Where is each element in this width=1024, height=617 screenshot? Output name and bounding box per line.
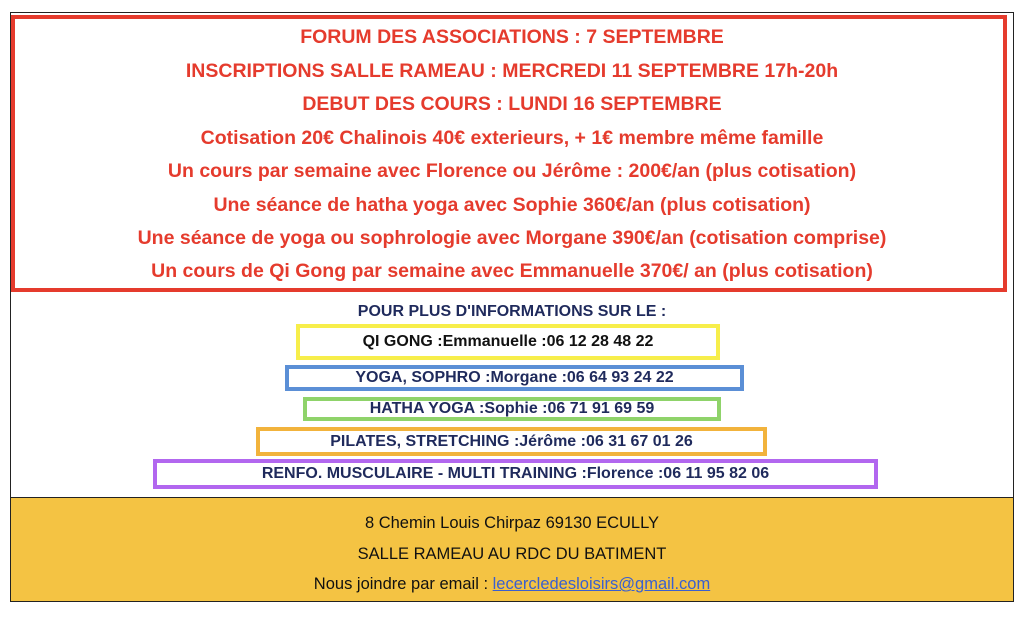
- contact-activity: YOGA, SOPHRO :: [355, 369, 491, 386]
- contact-renfo: [153, 459, 878, 489]
- contact-person: Florence :: [586, 465, 664, 482]
- contact-activity: RENFO. MUSCULAIRE - MULTI TRAINING :: [261, 465, 587, 482]
- info-header: POUR PLUS D'INFORMATIONS SUR LE :: [357, 303, 667, 320]
- contact-person: Emmanuelle :: [442, 333, 547, 350]
- contact-activity: HATHA YOGA :: [369, 400, 485, 417]
- contact-person: Jérôme :: [519, 432, 586, 450]
- contact-pilates: [256, 427, 767, 456]
- announcement-box: [11, 15, 1007, 292]
- registration-info: INSCRIPTIONS SALLE RAMEAU : MERCREDI 11 SEPTEMBRE 17h-20h: [185, 60, 839, 82]
- email-prefix: Nous joindre par email :: [313, 575, 493, 593]
- contact-qi-gong: [296, 324, 720, 360]
- contact-phone[interactable]: 06 11 95 82 06: [663, 465, 770, 482]
- contact-hatha-yoga: [303, 397, 721, 421]
- contact-phone[interactable]: 06 31 67 01 26: [585, 432, 693, 450]
- contact-person: Sophie :: [484, 400, 548, 417]
- contact-activity: QI GONG :: [362, 333, 443, 350]
- contact-phone[interactable]: 06 64 93 24 22: [566, 369, 674, 386]
- membership-fee: Cotisation 20€ Chalinois 40€ exterieurs, + 1€ membre même famille: [200, 127, 824, 149]
- contact-person: Morgane :: [490, 369, 567, 386]
- footer: [11, 497, 1013, 601]
- contact-phone[interactable]: 06 71 91 69 59: [547, 400, 655, 417]
- forum-date: FORUM DES ASSOCIATIONS : 7 SEPTEMBRE: [300, 26, 724, 48]
- room-info: SALLE RAMEAU AU RDC DU BATIMENT: [357, 545, 667, 563]
- price-yoga-sophro: Une séance de yoga ou sophrologie avec Morgane 390€/an (cotisation comprise): [137, 227, 887, 249]
- email-link[interactable]: lecercledesloisirs@gmail.com: [492, 575, 711, 593]
- contact-yoga-sophro: [285, 365, 744, 391]
- contact-activity: PILATES, STRETCHING :: [330, 432, 520, 450]
- contact-phone[interactable]: 06 12 28 48 22: [546, 333, 654, 350]
- address: 8 Chemin Louis Chirpaz 69130 ECULLY: [364, 514, 660, 532]
- price-qi-gong: Un cours de Qi Gong par semaine avec Emmanuelle 370€/ an (plus cotisation): [151, 260, 873, 282]
- course-start: DEBUT DES COURS : LUNDI 16 SEPTEMBRE: [302, 93, 722, 115]
- price-hatha-yoga: Une séance de hatha yoga avec Sophie 360€/an (plus cotisation): [213, 194, 811, 216]
- price-florence-jerome: Un cours par semaine avec Florence ou Jérôme : 200€/an (plus cotisation): [167, 160, 857, 182]
- email-line: [11, 573, 1013, 595]
